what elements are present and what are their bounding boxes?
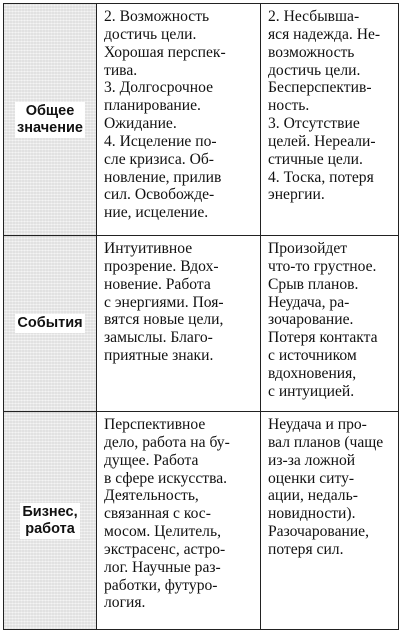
table-row (4, 4, 399, 236)
row-label-events (4, 236, 97, 412)
cell-reversed-business: Неудача и про- вал планов (чаще из-за ложной оценки ситу- ации, недаль- новидности). Разочарование, потеря сил. (261, 412, 399, 630)
cell-reversed-general: 2. Несбывша- яся надежда. Не- возможность достичь цели. Бесперспектив- ность. 3. Отсутствие целей. Нереали- стичные цели. 4. Тоска, потеря энергии. (261, 4, 399, 236)
cell-reversed-events: Произойдет что-то грустное. Срыв планов. Неудача, ра- зочарование. Потеря контакта с источником вдохновения, с интуицией. (261, 236, 399, 412)
row-label-text: Бизнес, работа (22, 503, 78, 537)
cell-upright-general: 2. Возможность достичь цели. Хорошая перспек- тива. 3. Долгосрочное планирование. Ожидание. 4. Исцеление по- сле кризиса. Об- новление, прилив сил. Освобожде- ние, исцеление. (97, 4, 261, 236)
row-label-general (4, 4, 97, 236)
cell-upright-business: Перспективное дело, работа на бу- дущее. Работа в сфере искусства. Деятельность, связанная с кос- мосом. Целитель, экстрасенс, астро- лог. Научные раз- работки, футуро- логия. (97, 412, 261, 630)
table-row (4, 236, 399, 412)
row-label-business (4, 412, 97, 630)
cell-upright-events: Интуитивное прозрение. Вдох- новение. Работа с энергиями. Поя- вятся новые цели, замыслы. Благо- приятные знаки. (97, 236, 261, 412)
table-row (4, 412, 399, 630)
meaning-table (3, 3, 399, 630)
row-label-text: Общее значение (17, 102, 83, 136)
row-label-text: События (17, 315, 83, 331)
